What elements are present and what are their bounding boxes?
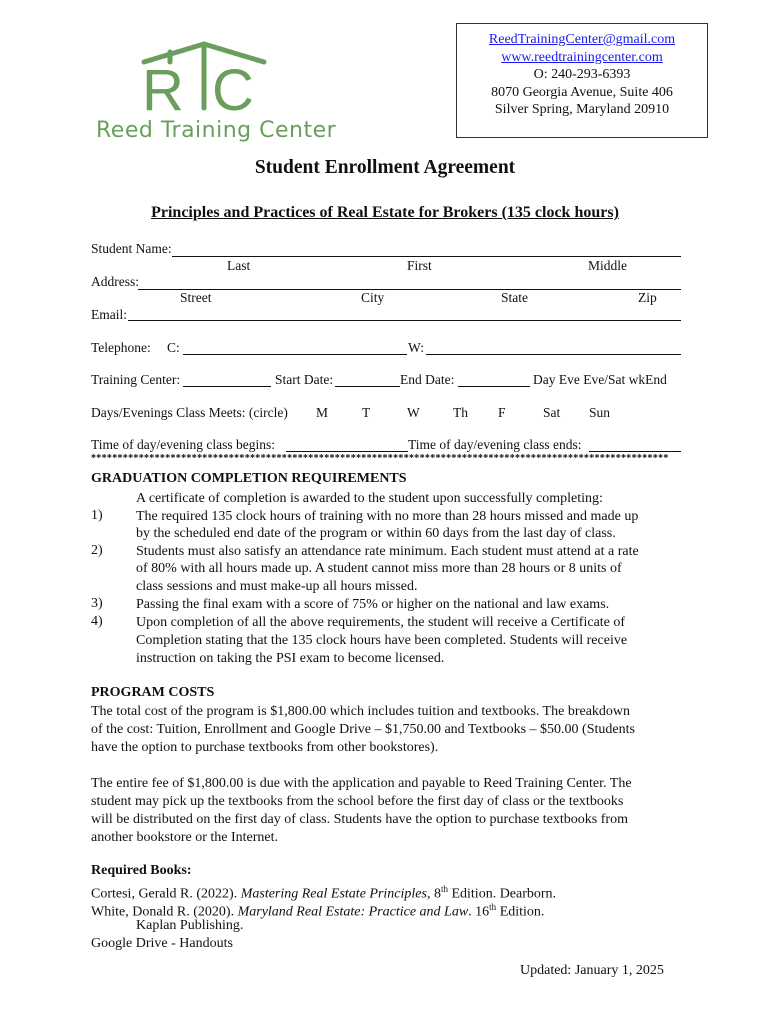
book-2-citation: White, Donald R. (2020). [91,904,238,920]
costs-line: of the cost: Tuition, Enrollment and Google Drive – $1,750.00 and Textbooks – $50.00 (Students [91,722,635,737]
day-option[interactable]: W [407,405,420,420]
separator: ************************************************************************************************************* [91,453,669,464]
time-ends-label: Time of day/evening class ends: [408,437,582,452]
requirement-line: The required 135 clock hours of training with no more than 28 hours missed and made up [136,509,639,524]
requirement-line: class sessions and must make-up all hours missed. [136,579,418,594]
student-name-label: Student Name: [91,241,172,256]
training-center-field[interactable] [183,386,271,387]
email-field[interactable] [128,320,681,321]
book-1-edition-suffix: th [440,884,448,894]
costs-line: student may pick up the textbooks from the school before the first day of class or the textbooks [91,794,624,809]
address-line-1: 8070 Georgia Avenue, Suite 406 [491,84,673,100]
training-center-label: Training Center: [91,372,181,387]
svg-text:R: R [142,58,184,123]
address-field[interactable] [138,289,681,290]
tel-w-label: W: [408,340,424,355]
contact-box [456,23,708,138]
day-option[interactable]: Sun [589,405,611,420]
updated-date: Updated: January 1, 2025 [520,963,664,978]
session-types[interactable]: Day Eve Eve/Sat wkEnd [533,372,667,387]
costs-line: The total cost of the program is $1,800.00 which includes tuition and textbooks. The breakdown [91,704,631,719]
logo-name: Reed Training Center [96,118,337,143]
costs-line: another bookstore or the Internet. [91,830,278,845]
graduation-heading: GRADUATION COMPLETION REQUIREMENTS [91,471,407,486]
books-heading: Required Books: [91,863,192,878]
requirement-line: instruction on taking the PSI exam to become licensed. [136,651,445,666]
start-date-field[interactable] [335,386,400,387]
time-begins-label: Time of day/evening class begins: [91,437,275,452]
time-begins-field[interactable] [286,451,408,452]
costs-line: will be distributed on the first day of class. Students have the option to purchase textbooks from [91,812,628,827]
requirement-line: of 80% with all hours made up. A student cannot miss more than 28 hours or 8 units of [136,561,622,576]
book-2-edition-label: Edition. [496,904,545,920]
requirement-line: by the scheduled end date of the program or within 60 days from the last day of class. [136,526,616,541]
requirement-line: Completion stating that the 135 clock hours have been completed. Students will receive [136,633,628,648]
end-date-field[interactable] [458,386,530,387]
email-label: Email: [91,307,127,322]
days-label: Days/Evenings Class Meets: (circle) [91,405,288,420]
day-option[interactable]: F [498,405,506,420]
day-option[interactable]: Sat [543,405,561,420]
addr-zip-caption: Zip [638,290,657,305]
end-date-label: End Date: [400,372,455,387]
tel-w-field[interactable] [426,354,681,355]
address-line-2: Silver Spring, Maryland 20910 [494,102,670,117]
telephone-label: Telephone: [91,340,151,355]
name-middle-caption: Middle [588,258,627,273]
website-link[interactable]: www.reedtrainingcenter.com [501,49,663,65]
addr-state-caption: State [501,290,528,305]
name-last-caption: Last [227,258,251,273]
item-number: 3) [91,596,103,611]
book-1-citation: Cortesi, Gerald R. (2022). [91,886,241,902]
book-1-publisher: Edition. Dearborn. [447,886,557,902]
costs-heading: PROGRAM COSTS [91,685,215,700]
address-label: Address: [91,274,139,289]
book-1-edition: , 8 [426,886,441,902]
requirement-line: Upon completion of all the above requirements, the student will receive a Certificate of [136,615,626,630]
day-option[interactable]: M [316,405,329,420]
tel-c-label: C: [167,340,180,355]
tel-c-field[interactable] [183,354,407,355]
item-number: 1) [91,508,103,523]
book-2-title: Maryland Real Estate: Practice and Law [237,904,469,920]
book-2-edition-suffix: th [489,902,497,912]
student-name-field[interactable] [172,256,681,257]
day-option[interactable]: Th [453,405,468,420]
time-ends-field[interactable] [589,451,681,452]
email-link[interactable]: ReedTrainingCenter@gmail.com [488,32,676,47]
book-2-edition: . 16 [468,904,490,920]
name-first-caption: First [407,258,432,273]
start-date-label: Start Date: [275,372,334,387]
addr-street-caption: Street [180,290,212,305]
book-3: Google Drive - Handouts [91,936,233,951]
requirement-line: Students must also satisfy an attendance rate minimum. Each student must attend at a rate [136,544,639,559]
course-subtitle: Principles and Practices of Real Estate for Brokers (135 clock hours) [151,204,619,221]
item-number: 2) [91,543,103,558]
requirement-line: Passing the final exam with a score of 75% or higher on the national and law exams. [136,597,610,612]
costs-line: have the option to purchase textbooks from other bookstores). [91,740,439,755]
item-number: 4) [91,614,103,629]
book-1-title: Mastering Real Estate Principles [240,886,427,902]
page-title: Student Enrollment Agreement [254,157,516,178]
graduation-intro: A certificate of completion is awarded to the student upon successfully completing: [136,491,603,506]
day-option[interactable]: T [362,405,371,420]
svg-text:C: C [212,58,254,123]
costs-line: The entire fee of $1,800.00 is due with the application and payable to Reed Training Center. The [91,776,632,791]
addr-city-caption: City [361,290,385,305]
phone: O: 240-293-6393 [533,67,631,82]
book-2-publisher: Kaplan Publishing. [136,918,244,933]
